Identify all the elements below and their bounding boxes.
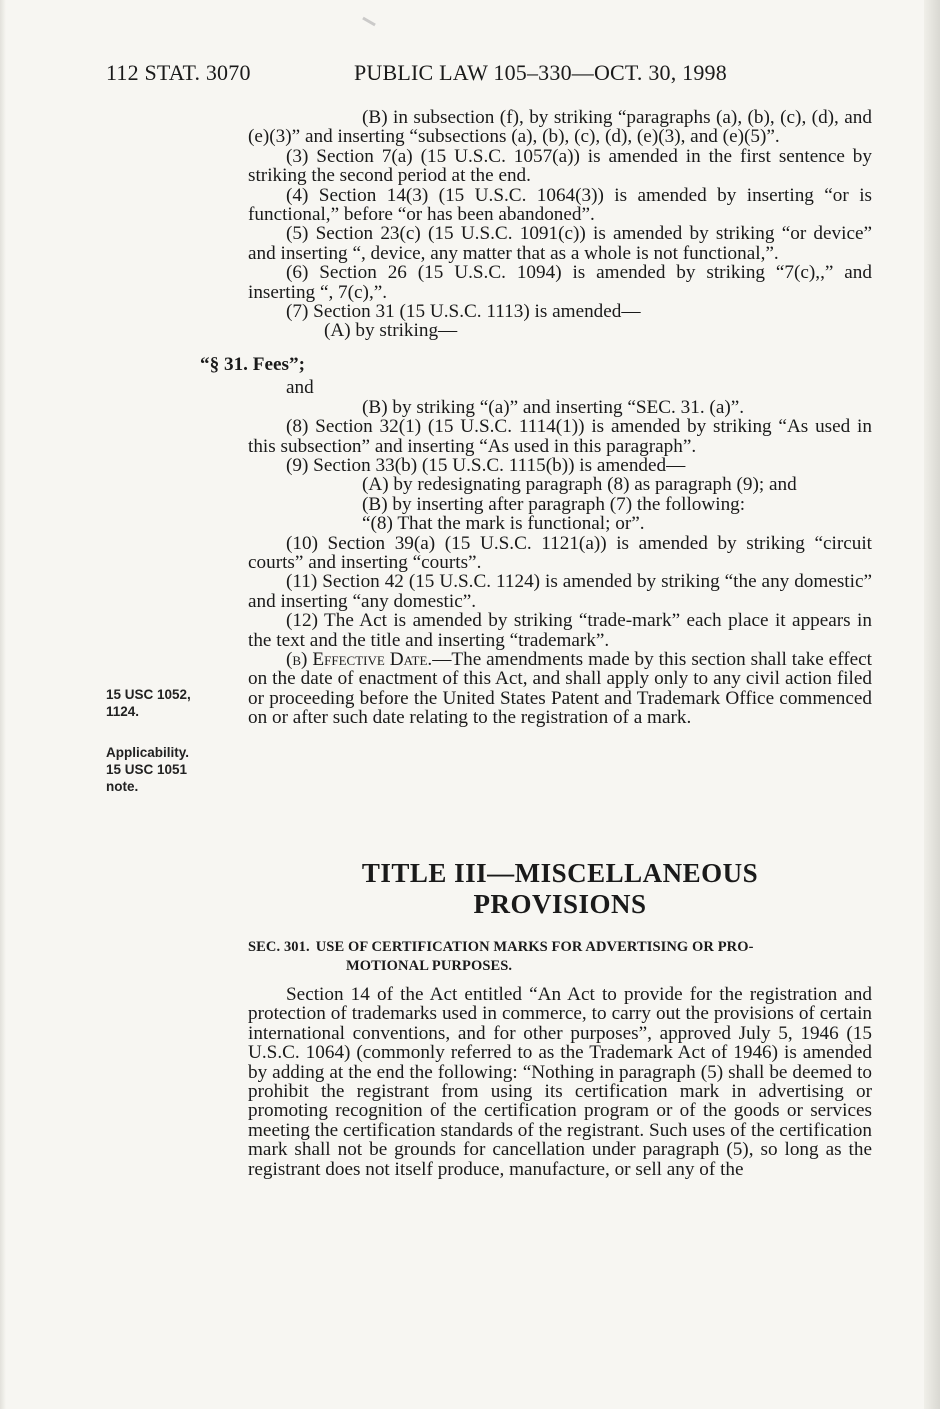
page-edge-left [0, 0, 6, 1409]
effective-date-text: —The amendments made by this section shall take effect on the date of enactment of this Act, and shall apply only to any civil action filed or proceeding before the United States Patent and Trademark Office commenced on or after such date relating to the registration of a mark. [248, 648, 872, 729]
paragraph: (B) in subsection (f), by striking “paragraphs (a), (b), (c), (d), and (e)(3)” and inserting “subsections (a), (b), (c), (d), (e)(3), and (e)(5)”. [248, 107, 872, 148]
paragraph: (7) Section 31 (15 U.S.C. 1113) is amended— [286, 301, 641, 323]
margin-note-line: Applicability. [106, 745, 190, 760]
fees-heading: “§ 31. Fees”; [200, 353, 305, 375]
section-heading-line: MOTIONAL PURPOSES. [346, 958, 513, 974]
margin-note-line: note. [106, 779, 139, 794]
title-line: PROVISIONS [473, 889, 647, 919]
section-heading [248, 938, 872, 976]
scan-speck [362, 17, 376, 27]
margin-note-applicability [106, 744, 226, 795]
paragraph: (10) Section 39(a) (15 U.S.C. 1121(a)) is amended by striking “circuit courts” and inserting “courts”. [248, 532, 872, 573]
paragraph: and [286, 377, 314, 399]
paragraph: (4) Section 14(3) (15 U.S.C. 1064(3)) is amended by inserting “or is functional,” before “or has been abandoned”. [248, 184, 872, 226]
effective-date-label: (b) Effective Date. [286, 648, 433, 670]
section-number: SEC. 301. [248, 939, 310, 955]
page-header [106, 60, 886, 90]
page-edge-right [924, 0, 940, 1409]
paragraph: Section 14 of the Act entitled “An Act to provide for the registration and protection of trademarks used in commerce, to carry out the provisions of certain international conventions, and for other purposes”, approved July 5, 1946 (15 U.S.C. 1064) (commonly referred to as the Trademark Act of 1946) is amended by adding at the end the following: “Nothing in paragraph (5) shall be deemed to prohibit the registrant from using its certification mark in advertising or promoting recognition of the certification program or of the goods or services meeting the certification standards of the registrant. Such uses of the certification mark shall not be grounds for cancellation under paragraph (5), so long as the registrant does not itself produce, manufacture, or sell any of the [248, 984, 872, 1180]
paragraph: (6) Section 26 (15 U.S.C. 1094) is amended by striking “7(c),,” and inserting “, 7(c),”. [248, 262, 872, 303]
paragraph: (5) Section 23(c) (15 U.S.C. 1091(c)) is amended by striking “or device” and inserting “, device, any matter that as a whole is not functional,”. [248, 223, 872, 264]
section-body [248, 985, 872, 1179]
paragraph: (12) The Act is amended by striking “trade-mark” each place it appears in the text and the title and inserting “trademark”. [248, 610, 872, 651]
stat-citation: 112 STAT. 3070 [106, 60, 251, 85]
public-law-citation: PUBLIC LAW 105–330—OCT. 30, 1998 [354, 60, 727, 85]
section-heading-line: USE OF CERTIFICATION MARKS FOR ADVERTISING OR PRO- [315, 939, 754, 955]
paragraph: (A) by redesignating paragraph (8) as paragraph (9); and [362, 474, 797, 496]
paragraph-effective-date [248, 650, 872, 728]
margin-note-usc-1052 [106, 686, 226, 720]
paragraph: (8) Section 32(1) (15 U.S.C. 1114(1)) is amended by striking “As used in this subsection” and inserting “As used in this paragraph”. [248, 416, 872, 457]
title-line: TITLE III—MISCELLANEOUS [361, 858, 759, 888]
paragraph: “(8) That the mark is functional; or”. [362, 513, 645, 535]
paragraph: (3) Section 7(a) (15 U.S.C. 1057(a)) is amended in the first sentence by striking the second period at the end. [248, 145, 872, 187]
paragraph: (9) Section 33(b) (15 U.S.C. 1115(b)) is amended— [286, 454, 686, 476]
margin-note-line: 15 USC 1051 [106, 762, 188, 777]
paragraph: (11) Section 42 (15 U.S.C. 1124) is amended by striking “the any domestic” and inserting “any domestic”. [248, 571, 872, 612]
paragraph: (B) by inserting after paragraph (7) the following: [362, 493, 746, 515]
paragraph: (B) by striking “(a)” and inserting “SEC. 31. (a)”. [362, 396, 745, 418]
amendment-body [200, 107, 872, 729]
paragraph: (A) by striking— [324, 320, 458, 342]
margin-note-line: 1124. [106, 704, 140, 719]
margin-note-line: 15 USC 1052, [106, 687, 191, 702]
title-heading [248, 858, 872, 920]
